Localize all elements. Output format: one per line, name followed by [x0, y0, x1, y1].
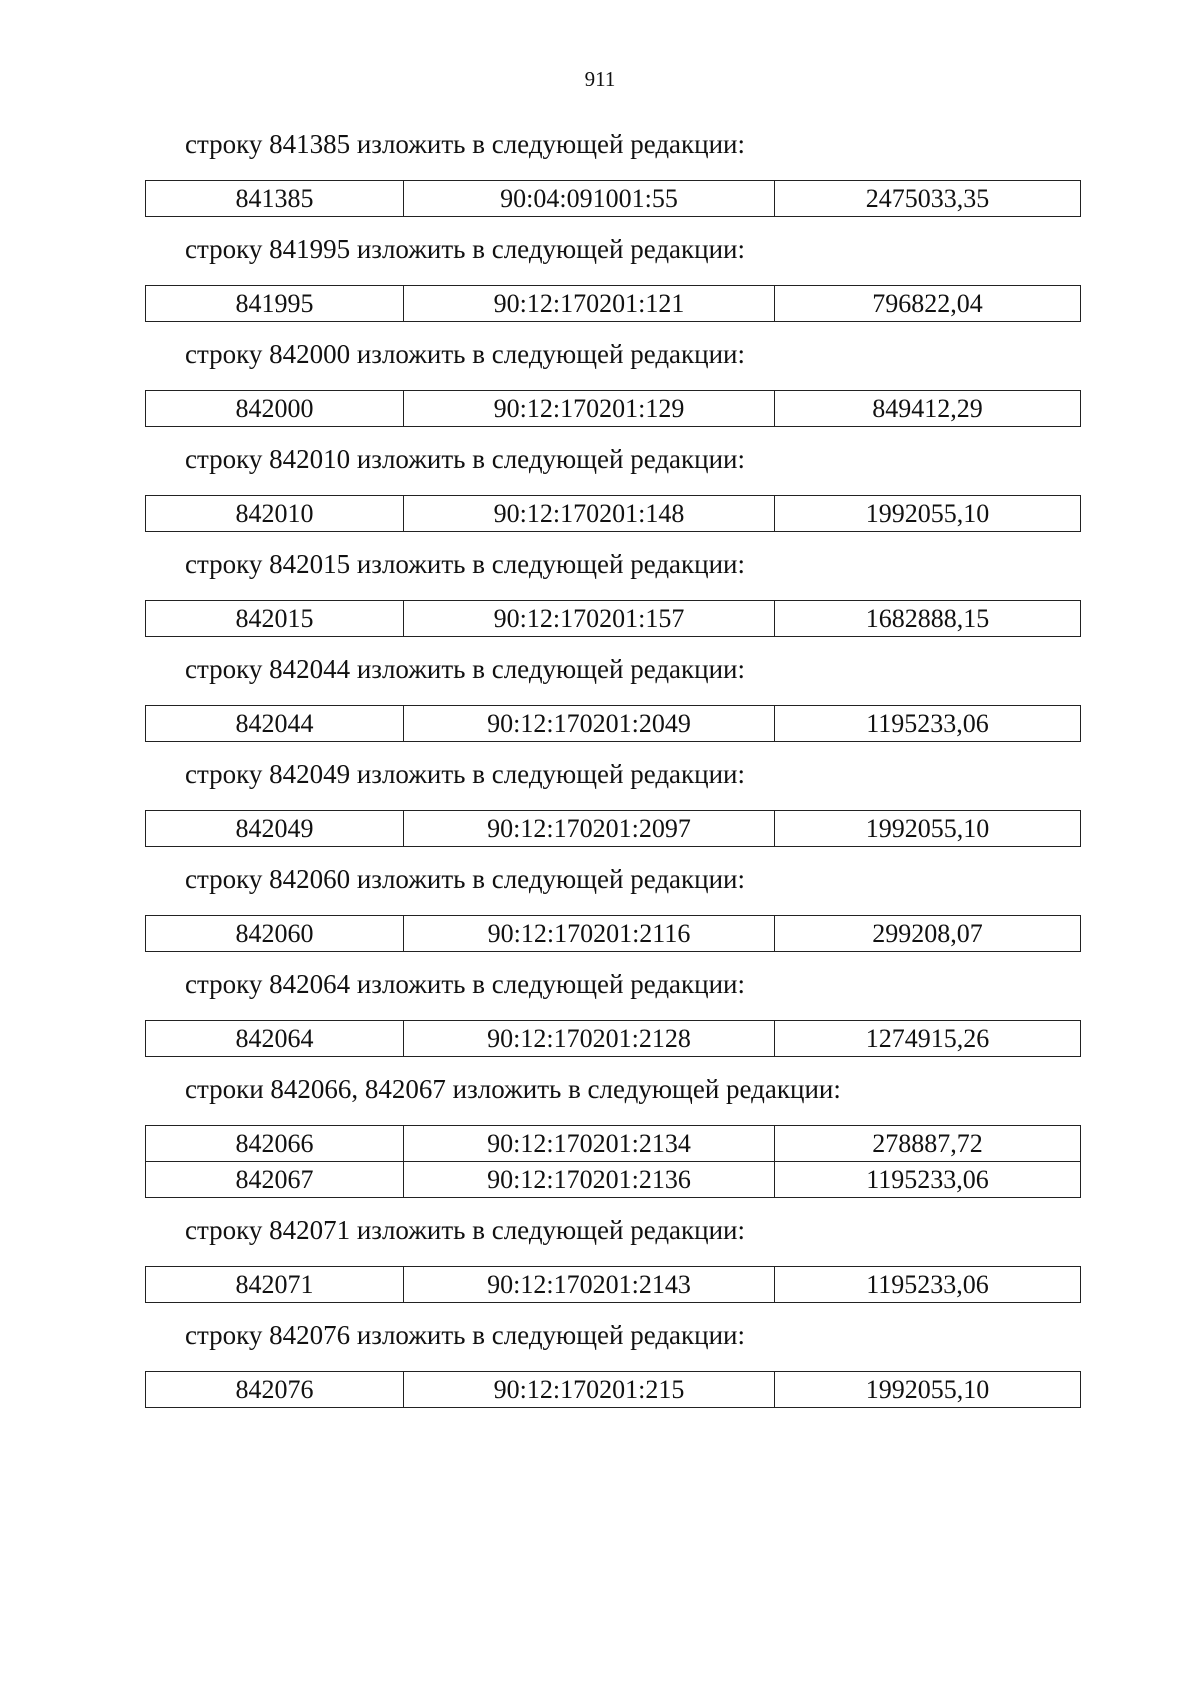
table-row: [146, 1162, 1081, 1198]
amendment-table: [145, 705, 1081, 742]
value-cell: 1992055,10: [775, 496, 1081, 532]
amendment-instruction: строку 842076 изложить в следующей редакции:: [185, 1320, 746, 1350]
amendment-block: [145, 759, 1080, 847]
amendment-table: [145, 390, 1081, 427]
amendment-table: [145, 1125, 1081, 1198]
amendment-instruction: строку 842015 изложить в следующей редакции:: [185, 549, 746, 579]
table-row: [146, 496, 1081, 532]
amendment-block: [145, 129, 1080, 217]
table-row: [146, 601, 1081, 637]
row-number-cell: 842066: [146, 1126, 404, 1162]
amendment-block: [145, 969, 1080, 1057]
amendment-table: [145, 495, 1081, 532]
table-row: [146, 916, 1081, 952]
cadastral-number-cell: 90:12:170201:2116: [404, 916, 775, 952]
table-row: [146, 1021, 1081, 1057]
amendment-table: [145, 1266, 1081, 1303]
amendment-table: [145, 1371, 1081, 1408]
amendment-block: [145, 339, 1080, 427]
row-number-cell: 842010: [146, 496, 404, 532]
row-number-cell: 842071: [146, 1267, 404, 1303]
amendment-instruction: строку 841995 изложить в следующей редакции:: [185, 234, 746, 264]
amendment-instruction: строку 841385 изложить в следующей редакции:: [185, 129, 746, 159]
cadastral-number-cell: 90:12:170201:121: [404, 286, 775, 322]
cadastral-number-cell: 90:12:170201:2128: [404, 1021, 775, 1057]
row-number-cell: 842049: [146, 811, 404, 847]
row-number-cell: 842000: [146, 391, 404, 427]
row-number-cell: 841995: [146, 286, 404, 322]
amendment-instruction: строку 842000 изложить в следующей редакции:: [185, 339, 746, 369]
amendment-block: [145, 444, 1080, 532]
cadastral-number-cell: 90:04:091001:55: [404, 181, 775, 217]
table-row: [146, 1372, 1081, 1408]
row-number-cell: 841385: [146, 181, 404, 217]
row-number-cell: 842064: [146, 1021, 404, 1057]
amendment-table: [145, 810, 1081, 847]
value-cell: 2475033,35: [775, 181, 1081, 217]
amendment-block: [145, 864, 1080, 952]
value-cell: 1682888,15: [775, 601, 1081, 637]
row-number-cell: 842015: [146, 601, 404, 637]
value-cell: 796822,04: [775, 286, 1081, 322]
table-row: [146, 286, 1081, 322]
amendment-instruction: строку 842060 изложить в следующей редакции:: [185, 864, 746, 894]
cadastral-number-cell: 90:12:170201:2143: [404, 1267, 775, 1303]
value-cell: 278887,72: [775, 1126, 1081, 1162]
amendment-block: [145, 1215, 1080, 1303]
amendment-block: [145, 654, 1080, 742]
cadastral-number-cell: 90:12:170201:2134: [404, 1126, 775, 1162]
amendment-table: [145, 600, 1081, 637]
amendment-block: [145, 234, 1080, 322]
amendment-table: [145, 180, 1081, 217]
value-cell: 299208,07: [775, 916, 1081, 952]
value-cell: 1992055,10: [775, 1372, 1081, 1408]
table-row: [146, 181, 1081, 217]
cadastral-number-cell: 90:12:170201:215: [404, 1372, 775, 1408]
table-row: [146, 391, 1081, 427]
value-cell: 1195233,06: [775, 706, 1081, 742]
table-row: [146, 811, 1081, 847]
row-number-cell: 842060: [146, 916, 404, 952]
amendment-instruction: строки 842066, 842067 изложить в следующей редакции:: [185, 1074, 841, 1104]
amendment-instruction: строку 842064 изложить в следующей редакции:: [185, 969, 746, 999]
amendment-table: [145, 915, 1081, 952]
cadastral-number-cell: 90:12:170201:2049: [404, 706, 775, 742]
amendment-instruction: строку 842010 изложить в следующей редакции:: [185, 444, 746, 474]
page-number: 911: [584, 67, 616, 91]
cadastral-number-cell: 90:12:170201:157: [404, 601, 775, 637]
amendment-block: [145, 1320, 1080, 1408]
row-number-cell: 842067: [146, 1162, 404, 1198]
amendment-instruction: строку 842049 изложить в следующей редакции:: [185, 759, 746, 789]
cadastral-number-cell: 90:12:170201:2097: [404, 811, 775, 847]
cadastral-number-cell: 90:12:170201:2136: [404, 1162, 775, 1198]
amendment-block: [145, 549, 1080, 637]
cadastral-number-cell: 90:12:170201:148: [404, 496, 775, 532]
amendment-table: [145, 1020, 1081, 1057]
value-cell: 1992055,10: [775, 811, 1081, 847]
amendment-block: [145, 1074, 1080, 1198]
amendments-list: [145, 129, 1080, 1428]
value-cell: 849412,29: [775, 391, 1081, 427]
table-row: [146, 1267, 1081, 1303]
amendment-table: [145, 285, 1081, 322]
row-number-cell: 842076: [146, 1372, 404, 1408]
value-cell: 1195233,06: [775, 1267, 1081, 1303]
cadastral-number-cell: 90:12:170201:129: [404, 391, 775, 427]
table-row: [146, 706, 1081, 742]
value-cell: 1274915,26: [775, 1021, 1081, 1057]
row-number-cell: 842044: [146, 706, 404, 742]
amendment-instruction: строку 842044 изложить в следующей редакции:: [185, 654, 746, 684]
amendment-instruction: строку 842071 изложить в следующей редакции:: [185, 1215, 746, 1245]
value-cell: 1195233,06: [775, 1162, 1081, 1198]
table-row: [146, 1126, 1081, 1162]
